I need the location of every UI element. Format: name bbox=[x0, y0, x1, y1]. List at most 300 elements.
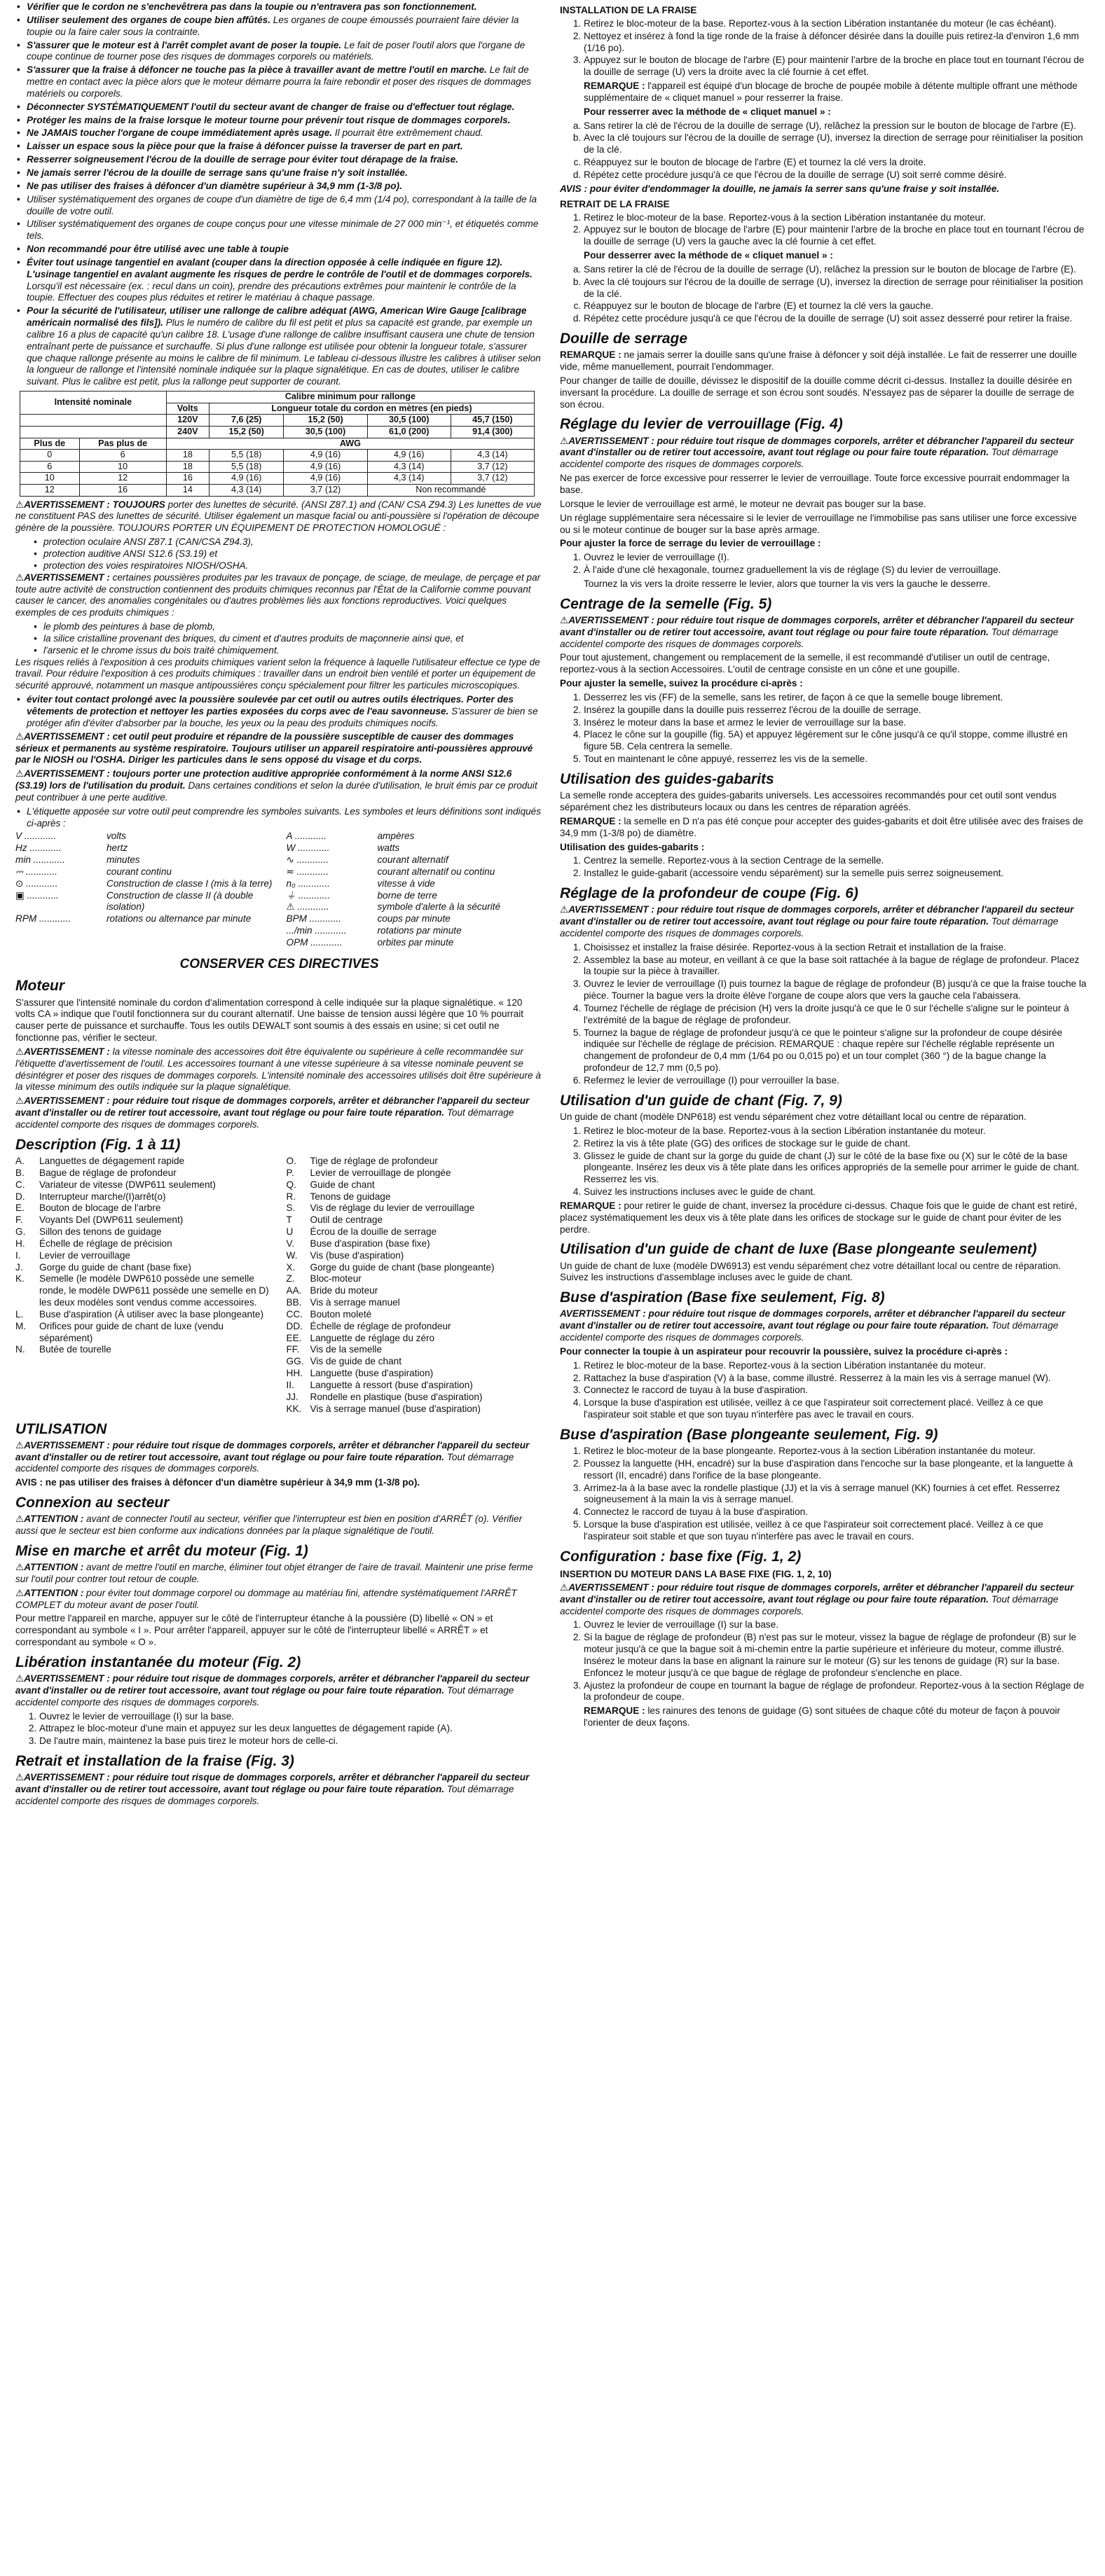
table-volt-cell: 120V bbox=[166, 415, 209, 427]
moteur-text: S'assurer que l'intensité nominale du cordon d'alimentation correspond à celle indiquée sur la plaque signalétique. « 120 volts CA » indique que l'outil fonctionnera sur du courant alternatif. Une baisse de tension aussi légère que 10 % pourrait causer perte de puissance et surchauffe. Tous les outils DEWALT sont soumis à des essais en usine; si cet outil ne fonctionne pas, vérifier le secteur. bbox=[15, 997, 524, 1044]
safety-bullet bbox=[15, 305, 543, 388]
part-letter: Z. bbox=[286, 1273, 295, 1284]
centrage-ajuster: Pour ajuster la semelle, suivez la procédure ci-après : bbox=[560, 678, 803, 689]
step-item: 1. Ouvrez le levier de verrouillage (I). bbox=[584, 552, 1087, 564]
warning-triangle-icon: ⚠ bbox=[15, 730, 25, 742]
step-item: 2. Nettoyez et insérez à fond la tige ronde de la fraise à défoncer désirée dans la douille puis retirez-la d'environ 1,6 mm (1/16 po). bbox=[584, 31, 1087, 55]
symbol-meaning: volts bbox=[107, 831, 126, 842]
part-label: Butée de tourelle bbox=[39, 1344, 111, 1355]
part-item bbox=[287, 1380, 544, 1392]
part-letter: C. bbox=[15, 1179, 25, 1190]
list-item: • la silice cristalline provenant des briques, du ciment et d'autres produits de maçonnerie ainsi que, et bbox=[15, 633, 543, 645]
exposure-risk-text: Les risques reliés à l'exposition à ces produits chimiques varient selon la fréquence à laquelle l'utilisateur effectue ce type de travail. Pour réduire l'exposition à ces produits chimiques : travailler dans un endroit bien ventilé et porter un équipement de sécurité approuvé, notamment un masque antipoussières conçu spécialement pour filtrer les particules microscopiques. bbox=[15, 656, 540, 691]
part-label: Vis à serrage manuel bbox=[310, 1297, 400, 1308]
part-item bbox=[287, 1333, 544, 1345]
step-item: 2. Insérez la goupille dans la douille puis resserrez l'écrou de la douille de serrage. bbox=[584, 705, 1087, 716]
table-plus-cell: 0 bbox=[20, 450, 80, 462]
gabarits-util: Utilisation des guides-gabarits : bbox=[560, 841, 705, 852]
table-header-intensite: Intensité nominale bbox=[20, 392, 167, 415]
part-label: Bouton de blocage de l'arbre bbox=[39, 1203, 161, 1214]
resserrer-steps bbox=[560, 120, 1087, 181]
table-awg-cell: 4,3 (14) bbox=[367, 473, 451, 485]
table-header-awg: AWG bbox=[166, 438, 534, 450]
dust-contact-bullet: • éviter tout contact prolongé avec la poussière soulevée par cet outil ou autres outils électriques. Porter des vêtements de protection et nettoyer les parties exposées du corps avec de l'eau savonneuse. S'assurer de bien se protéger afin d'éviter d'absorber par la bouche, les yeux ou la peau des produits chimiques nocifs. bbox=[15, 694, 543, 730]
symbol-glyph: OPM ............ bbox=[286, 937, 343, 948]
chemical-list bbox=[15, 621, 543, 657]
part-letter: R. bbox=[286, 1191, 296, 1202]
safety-bullet-lead: Ne pas utiliser des fraises à défoncer d'un diamètre supérieur à 34,9 mm (1-3/8 po). bbox=[27, 180, 402, 191]
safety-bullet bbox=[15, 40, 543, 64]
warning-dust-chemicals: ⚠AVERTISSEMENT : certaines poussières produites par les travaux de ponçage, de sciage, de meulage, de perçage et par toute autre activité de construction contiennent des produits chimiques reconnus par l'État de la Californie comme pouvant causer le cancer, des anomalies congénitales ou d'autres problèmes liés aux fonctions reproductives. Voici quelques exemples de ces produits chimiques : bbox=[15, 572, 541, 618]
table-awg-cell: 5,5 (18) bbox=[209, 450, 284, 462]
table-awg-cell: 4,9 (16) bbox=[284, 450, 367, 462]
part-item bbox=[287, 1404, 544, 1415]
luxe-text: Un guide de chant de luxe (modèle DW6913) est vendu séparément chez votre détaillant local ou centre de réparation. Suivez les instructions d'assemblage incluses avec le guide de chant. bbox=[560, 1260, 1061, 1283]
table-header-pas: Pas plus de bbox=[79, 438, 166, 450]
warning-triangle-icon: ⚠ bbox=[15, 1095, 25, 1107]
chant-steps bbox=[560, 1126, 1087, 1198]
table-awg-digit: 18 bbox=[166, 450, 209, 462]
symbol-meaning: coups par minute bbox=[377, 913, 451, 925]
part-letter: Q. bbox=[286, 1179, 296, 1190]
part-item bbox=[287, 1309, 544, 1321]
step-item: 5. Tout en maintenant le cône appuyé, resserrez les vis de la semelle. bbox=[584, 754, 1087, 766]
marche-attention-2: ⚠ATTENTION : pour éviter tout dommage corporel ou dommage au matériau fini, attendre systématiquement l'ARRÊT COMPLET du moteur avant de poser l'outil. bbox=[15, 1587, 517, 1610]
step-item: a. Sans retirer la clé de l'écrou de la douille de serrage (U), relâchez la pression sur le bouton de blocage de l'arbre (E). bbox=[584, 120, 1087, 132]
symbol-meaning: vitesse à vide bbox=[377, 878, 435, 889]
step-item: 5. Tournez la bague de réglage de profondeur jusqu'à ce que le pointeur s'aligne sur la profondeur de coupe désirée indiquée sur l'échelle de réglage de précision. REMARQUE : chaque repère sur l'échelle réglable représente un changement de profondeur de 0,4 mm (1/64 po ou 0,015 po) et un tour complet (360 °) de la bague change la profondeur de 12,7 mm (0,5 po). bbox=[584, 1027, 1087, 1074]
section-guide-luxe: Utilisation d'un guide de chant de luxe (Base plongeante seulement) bbox=[560, 1241, 1037, 1258]
table-length-cell: 91,4 (300) bbox=[451, 426, 534, 438]
safety-bullet-detail: Plus le numéro de calibre du fil est petit et plus sa capacité est grande, par exemple un calibre 16 a plus de capacité qu'un calibre 18. L'usage d'une rallonge de calibre insuffisant causera une chute de tension entraînant perte de puissance et surchauffe. Si plus d'une rallonge est utilisée pour obtenir la longueur totale, s'assurer que chaque rallonge présente au moins le calibre de fil minimum. Le tableau ci-dessous illustre les calibres à utiliser selon la longueur de rallonge et l'intensité nominale indiquée sur la plaque signalétique. En cas de doutes, utiliser le calibre suivant. Plus le calibre est petit, plus la rallonge peut supporter de courant. bbox=[27, 317, 541, 387]
table-caption: Calibre minimum pour rallonge bbox=[166, 392, 534, 403]
safety-bullet-lead: Pour la sécurité de l'utilisateur, utiliser une rallonge de calibre adéquat (AWG, American Wire Gauge [calibrage américain normalisé des fils]). bbox=[27, 305, 527, 328]
warning-triangle-icon: ⚠ bbox=[560, 904, 569, 915]
symbol-glyph: ⚠ ............ bbox=[286, 901, 329, 913]
symbol-meaning: orbites par minute bbox=[377, 937, 454, 948]
section-marche-arret: Mise en marche et arrêt du moteur (Fig. 1) bbox=[15, 1542, 308, 1559]
avis-endommager: AVIS : pour éviter d'endommager la douille, ne jamais la serrer sans qu'une fraise y soit installée. bbox=[560, 183, 1000, 194]
table-plus-cell: 6 bbox=[20, 461, 80, 473]
step-item: 1. Retirez le bloc-moteur de la base. Reportez-vous à la section Libération instantanée du moteur. bbox=[584, 1126, 1087, 1137]
gabarits-text: La semelle ronde acceptera des guides-gabarits universels. Les accessoires recommandés pour cet outil sont vendus séparément chez les distributeurs locaux ou dans les centres de réparation agréés. bbox=[560, 790, 1057, 812]
symbol-row bbox=[287, 854, 544, 866]
part-letter: BB. bbox=[286, 1297, 302, 1308]
symbol-row bbox=[287, 831, 544, 843]
step-item: 3. Arrimez-la à la base avec la rondelle plastique (JJ) et la vis à serrage manuel (KK) fournies à cet effet. Resserrez soigneusement à la main la vis à serrage manuel. bbox=[584, 1483, 1087, 1507]
section-guide-chant: Utilisation d'un guide de chant (Fig. 7, 9) bbox=[560, 1092, 842, 1109]
symbol-glyph: BPM ............ bbox=[286, 913, 342, 925]
symbol-glyph: A ............ bbox=[286, 831, 327, 842]
extension-cord-table bbox=[20, 391, 535, 496]
step-item: b. Avec la clé toujours sur l'écrou de la douille de serrage (U), inversez la direction de serrage pour réinitialiser la position de la clé. bbox=[584, 277, 1087, 300]
part-label: Bouton moleté bbox=[310, 1308, 372, 1320]
chant-remarque: REMARQUE : pour retirer le guide de chant, inversez la procédure ci-dessus. Chaque fois que le guide de chant est retiré, placez systématiquement les deux vis à tête plate dans les orifices de stockage sur le guide de chant pour éviter de les perdre. bbox=[560, 1200, 1078, 1235]
step-item: 3. Ajustez la profondeur de coupe en tournant la bague de réglage de profondeur. Reportez-vous à la section Réglage de la profondeur de coupe. bbox=[584, 1680, 1087, 1704]
warning-hearing: ⚠AVERTISSEMENT : toujours porter une protection auditive appropriée conformément à la norme ANSI S12.6 (S3.19) lors de l'utilisation du produit. Dans certaines conditions et selon la durée d'utilisation, le bruit émis par ce produit peut contribuer à une perte auditive. bbox=[15, 768, 537, 803]
step-item: 1. Ouvrez le levier de verrouillage (I) sur la base. bbox=[39, 1711, 543, 1723]
part-label: Échelle de réglage de profondeur bbox=[310, 1320, 451, 1331]
symbol-meaning: hertz bbox=[107, 843, 128, 854]
levier-text-3: Un réglage supplémentaire sera nécessaire si le levier de verrouillage ne l'immobilise pas sans utiliser une force excessive ou si le moteur continue de bouger sur la base après armage. bbox=[560, 512, 1077, 535]
symbol-row bbox=[15, 913, 273, 925]
part-item bbox=[15, 1191, 273, 1203]
symbol-meaning: Construction de classe I (mis à la terre) bbox=[107, 878, 273, 889]
part-label: Bague de réglage de profondeur bbox=[39, 1167, 177, 1178]
section-utilisation: UTILISATION bbox=[15, 1420, 107, 1437]
part-letter: D. bbox=[15, 1191, 25, 1202]
part-item bbox=[15, 1309, 273, 1321]
part-item bbox=[15, 1168, 273, 1179]
symbol-row bbox=[15, 890, 273, 914]
part-letter: JJ. bbox=[286, 1391, 298, 1402]
table-awg-cell: 4,3 (14) bbox=[451, 450, 534, 462]
step-item: 1. Centrez la semelle. Reportez-vous à la section Centrage de la semelle. bbox=[584, 855, 1087, 867]
section-connexion: Connexion au secteur bbox=[15, 1495, 170, 1511]
levier-text-1: Ne pas exercer de force excessive pour resserrer le levier de verrouillage. Toute force excessive pourrait endommager la base. bbox=[560, 473, 1070, 495]
section-buse-plongeante: Buse d'aspiration (Base plongeante seulement, Fig. 9) bbox=[560, 1426, 938, 1443]
step-item: 2. Si la bague de réglage de profondeur (B) n'est pas sur le moteur, vissez la bague de réglage de profondeur (B) sur le moteur jusqu'à ce que la bague soit à mi-chemin entre la partie supérieure et inférieure du moteur, comme illustré. Insérez le moteur dans la base en alignant la rainure sur le moteur (G) sur les tenons de guidage (R) sur la base. Enfoncez le moteur jusqu'à ce que bague de réglage de profondeur s'enclenche en place. bbox=[584, 1632, 1087, 1679]
buse-fixe-steps bbox=[560, 1360, 1087, 1421]
part-letter: P. bbox=[286, 1167, 294, 1178]
table-blank-cell bbox=[20, 415, 167, 427]
remarque-cliquet: REMARQUE : l'appareil est équipé d'un blocage de broche de poupée mobile à détente multiple offrant une méthode supplémentaire de « cliquet manuel » pour resserrer la fraise. bbox=[584, 81, 1078, 103]
table-header-longueur: Longueur totale du cordon en mètres (en pieds) bbox=[209, 403, 534, 415]
step-item: 1. Retirez le bloc-moteur de la base. Reportez-vous à la section Libération instantanée du moteur. bbox=[584, 212, 1087, 224]
table-awg-cell: 5,5 (18) bbox=[209, 461, 284, 473]
symbol-row bbox=[287, 925, 544, 937]
warning-triangle-icon: ⚠ bbox=[15, 1046, 25, 1057]
generic-warning-9: ⚠AVERTISSEMENT : pour réduire tout risque de dommages corporels, arrêter et débrancher l'appareil du secteur avant d'installer ou de retirer tout accessoire, avant tout réglage ou pour faire toute réparation. Tout démarrage accidentel comporte des risques de dommages corporels. bbox=[560, 1581, 1074, 1616]
step-item: 1. Retirez le bloc-moteur de la base. Reportez-vous à la section Libération instantanée du moteur (le cas échéant). bbox=[584, 18, 1087, 30]
table-length-cell: 15,2 (50) bbox=[284, 415, 367, 427]
step-item: 2. À l'aide d'une clé hexagonale, tournez graduellement la vis de réglage (S) du levier de verrouillage. bbox=[584, 565, 1087, 576]
symbol-row bbox=[15, 866, 273, 878]
warning-triangle-icon: ⚠ bbox=[15, 1514, 25, 1525]
symbol-glyph: RPM ............ bbox=[15, 913, 71, 925]
section-moteur: Moteur bbox=[15, 978, 64, 995]
part-letter: AA. bbox=[286, 1285, 302, 1296]
step-item: 4. Suivez les instructions incluses avec le guide de chant. bbox=[584, 1186, 1087, 1198]
part-letter: FF. bbox=[286, 1344, 300, 1355]
symbol-row bbox=[15, 843, 273, 854]
generic-warning-8: AVERTISSEMENT : pour réduire tout risque de dommages corporels, arrêter et débrancher l'appareil du secteur avant d'installer ou de retirer tout accessoire, avant tout réglage ou pour faire toute réparation. Tout démarrage accidentel comporte des risques de dommages corporels. bbox=[560, 1308, 1066, 1343]
part-letter: V. bbox=[286, 1238, 295, 1249]
generic-warning-5: ⚠AVERTISSEMENT : pour réduire tout risque de dommages corporels, arrêter et débrancher l'appareil du secteur avant d'installer ou de retirer tout accessoire, avant tout réglage ou pour faire toute réparation. Tout démarrage accidentel comporte des risques de dommages corporels. bbox=[560, 435, 1074, 470]
warning-triangle-icon: ⚠ bbox=[15, 572, 25, 583]
centrage-text: Pour tout ajustement, changement ou remplacement de la semelle, il est recommandé d'utiliser un outil de centrage, reportez-vous à la section Accessoires. L'outil de centrage consiste en un cône et une goupille. bbox=[560, 652, 1050, 675]
gabarits-remarque: REMARQUE : la semelle en D n'a pas été conçue pour accepter des guides-gabarits et doit être utilisée avec des fraises de 34,9 mm (1-3/8 po) de diamètre. bbox=[560, 815, 1083, 838]
douille-remarque: REMARQUE : ne jamais serrer la douille sans qu'une fraise à défoncer y soit déjà installée. Le fait de resserrer une douille vide, même manuellement, pourrait l'endommager. bbox=[560, 349, 1077, 373]
part-item bbox=[287, 1179, 544, 1191]
step-item: 4. Lorsque la buse d'aspiration est utilisée, veillez à ce que l'aspirateur soit correctement placé. Veillez à ce que l'aspirateur soit stable et que son tuyau n'interfère pas avec le travail en cours. bbox=[584, 1397, 1087, 1421]
part-label: Tige de réglage de profondeur bbox=[310, 1155, 438, 1166]
part-item bbox=[287, 1392, 544, 1404]
table-length-cell: 45,7 (150) bbox=[451, 415, 534, 427]
section-configuration: Configuration : base fixe (Fig. 1, 2) bbox=[560, 1548, 802, 1565]
table-awg-digit: 16 bbox=[166, 473, 209, 485]
safety-bullet-lead: Utiliser systématiquement des organes de coupe conçus pour une vitesse minimale de 27 000 min⁻¹, et étiquetés comme tels. bbox=[27, 219, 539, 242]
part-label: Écrou de la douille de serrage bbox=[310, 1226, 437, 1238]
safety-bullet bbox=[15, 194, 543, 218]
safety-bullet bbox=[15, 141, 543, 153]
part-label: Outil de centrage bbox=[310, 1214, 383, 1226]
symbol-meaning: Construction de classe II (à double isolation) bbox=[107, 889, 254, 913]
symbol-row bbox=[287, 913, 544, 925]
symbol-meaning: courant alternatif bbox=[377, 854, 448, 866]
step-item: 2. Appuyez sur le bouton de blocage de l'arbre (E) pour maintenir l'arbre de la broche en place tout en tournant l'écrou de la douille de serrage (U) vers la gauche avec la clé fournie à cet effet. bbox=[584, 224, 1087, 248]
part-item bbox=[287, 1168, 544, 1179]
step-item: 3. Glissez le guide de chant sur la gorge du guide de chant (J) sur le côté de la base fixe ou (X) sur le côté de la base plongeante. Insérez les deux vis à tête plate dans les orifices appropriés de la semelle pour arrimer le guide de chant. Resserrez les vis. bbox=[584, 1151, 1087, 1186]
section-profondeur: Réglage de la profondeur de coupe (Fig. 6) bbox=[560, 885, 858, 902]
levier-steps bbox=[560, 552, 1087, 576]
symbol-row bbox=[287, 878, 544, 890]
safety-bullet bbox=[15, 15, 543, 39]
generic-warning-4: ⚠AVERTISSEMENT : pour réduire tout risque de dommages corporels, arrêter et débrancher l'appareil du secteur avant d'installer ou de retirer tout accessoire, avant tout réglage ou pour faire toute réparation. Tout démarrage accidentel comporte des risques de dommages corporels. bbox=[15, 1772, 530, 1806]
part-label: Gorge du guide de chant (base fixe) bbox=[39, 1261, 191, 1273]
symbol-glyph: W ............ bbox=[286, 843, 330, 854]
part-item bbox=[15, 1179, 273, 1191]
step-item: 2. Poussez la languette (HH, encadré) sur la buse d'aspiration dans l'encoche sur la base plongeante, et la languette à ressort (II, encadré) dans l'orifice de la base plongeante. bbox=[584, 1458, 1087, 1482]
part-letter: L. bbox=[15, 1308, 24, 1320]
symbol-row bbox=[287, 890, 544, 902]
part-label: Buse d'aspiration (À utiliser avec la base plongeante) bbox=[39, 1308, 263, 1320]
part-letter: J. bbox=[15, 1261, 23, 1273]
symbol-glyph: ⊙ ............ bbox=[15, 878, 58, 889]
safety-bullet-detail: Les organes de coupe émoussés pourraient faire dévier la toupie ou la faire caler sous la contrainte. bbox=[27, 14, 519, 37]
levier-text-2: Lorsque le levier de verrouillage est armé, le moteur ne devrait pas bouger sur la base. bbox=[560, 498, 926, 509]
buse-plongeante-steps bbox=[560, 1446, 1087, 1543]
table-header-volts: Volts bbox=[166, 403, 209, 415]
parts-description bbox=[15, 1156, 543, 1415]
safety-bullet-lead: S'assurer que la fraise à défoncer ne touche pas la pièce à travailler avant de mettre l'outil en marche. bbox=[27, 64, 487, 76]
warning-triangle-icon: ⚠ bbox=[560, 435, 569, 446]
install-heading: INSTALLATION DE LA FRAISE bbox=[560, 5, 697, 15]
table-awg-cell: 4,9 (16) bbox=[284, 473, 367, 485]
warning-triangle-icon: ⚠ bbox=[15, 499, 25, 510]
part-label: Languette de réglage du zéro bbox=[310, 1332, 435, 1343]
part-letter: II. bbox=[286, 1380, 294, 1390]
part-label: Rondelle en plastique (buse d'aspiration) bbox=[310, 1391, 483, 1402]
gabarits-steps bbox=[560, 855, 1087, 880]
table-awg-digit: 14 bbox=[166, 485, 209, 497]
safety-bullet-detail: Le fait de poser l'outil alors que l'organe de coupe continue de tourner pose des risques de dommages corporels ou matériels. bbox=[27, 39, 526, 62]
part-label: Tenons de guidage bbox=[310, 1191, 391, 1202]
symbol-meaning: ampères bbox=[377, 831, 415, 842]
part-item bbox=[287, 1321, 544, 1333]
section-buse-fixe: Buse d'aspiration (Base fixe seulement, Fig. 8) bbox=[560, 1289, 885, 1306]
avis-fraises: AVIS : ne pas utiliser des fraises à défoncer d'un diamètre supérieur à 34,9 mm (1-3/8 po). bbox=[15, 1477, 420, 1488]
symbol-row bbox=[287, 866, 544, 878]
safety-bullet bbox=[15, 219, 543, 242]
part-label: Levier de verrouillage bbox=[39, 1249, 130, 1261]
part-label: Variateur de vitesse (DWP611 seulement) bbox=[39, 1179, 216, 1190]
safety-bullet-detail: Il pourrait être extrêmement chaud. bbox=[334, 127, 483, 139]
step-item: 2. Rattachez la buse d'aspiration (V) à la base, comme illustré. Resserrez à la main les vis à serrage manuel (W). bbox=[584, 1373, 1087, 1385]
step-item: 2. Installez le guide-gabarit (accessoire vendu séparément) sur la semelle puis serrez soigneusement. bbox=[584, 868, 1087, 880]
part-item bbox=[15, 1262, 273, 1274]
step-item: 1. Retirez le bloc-moteur de la base plongeante. Reportez-vous à la section Libération instantanée du moteur. bbox=[584, 1446, 1087, 1457]
install-steps bbox=[560, 18, 1087, 78]
table-awg-cell: 4,3 (14) bbox=[209, 485, 284, 497]
table-length-cell: 30,5 (100) bbox=[284, 426, 367, 438]
table-awg-cell: 3,7 (12) bbox=[451, 473, 534, 485]
part-item bbox=[15, 1226, 273, 1238]
safety-bullet bbox=[15, 64, 543, 100]
insertion-remarque: REMARQUE : les rainures des tenons de guidage (G) sont situées de chaque côté du moteur de façon à pouvoir l'orienter de deux façons. bbox=[584, 1705, 1061, 1729]
safety-bullet bbox=[15, 257, 543, 304]
part-letter: HH. bbox=[286, 1368, 303, 1379]
symbol-glyph: .../min ............ bbox=[286, 925, 347, 936]
generic-warning-1: ⚠AVERTISSEMENT : pour réduire tout risque de dommages corporels, arrêter et débrancher l'appareil du secteur avant d'installer ou de retirer tout accessoire, avant tout réglage ou pour faire toute réparation. Tout démarrage accidentel comporte des risques de dommages corporels. bbox=[15, 1095, 530, 1130]
table-plus-cell: 10 bbox=[20, 473, 80, 485]
right-column bbox=[560, 1, 1087, 2576]
part-letter: N. bbox=[15, 1344, 25, 1355]
symbol-meaning: symbole d'alerte à la sécurité bbox=[377, 901, 501, 913]
step-item: 3. Insérez le moteur dans la base et armez le levier de verrouillage sur la base. bbox=[584, 717, 1087, 729]
liberation-steps bbox=[15, 1711, 543, 1748]
step-item: 2. Retirez la vis à tête plate (GG) des orifices de stockage sur le guide de chant. bbox=[584, 1138, 1087, 1150]
part-letter: A. bbox=[15, 1155, 25, 1166]
symbol-meaning: watts bbox=[377, 843, 400, 854]
section-gabarits: Utilisation des guides-gabarits bbox=[560, 770, 774, 787]
section-centrage: Centrage de la semelle (Fig. 5) bbox=[560, 595, 772, 612]
list-item: • protection oculaire ANSI Z87.1 (CAN/CSA Z94.3), bbox=[15, 536, 543, 548]
symbol-glyph: Hz ............ bbox=[15, 843, 62, 854]
part-label: Languette (buse d'aspiration) bbox=[310, 1368, 434, 1379]
symbol-glyph: ∿ ............ bbox=[286, 854, 329, 866]
part-item bbox=[287, 1297, 544, 1309]
step-item: 1. Retirez le bloc-moteur de la base. Reportez-vous à la section Libération instantanée du moteur. bbox=[584, 1360, 1087, 1372]
section-retrait-installation: Retrait et installation de la fraise (Fig. 3) bbox=[15, 1753, 294, 1770]
list-item: • l'arsenic et le chrome issus du bois traité chimiquement. bbox=[15, 645, 543, 657]
step-item: 2. Assemblez la base au moteur, en veillant à ce que la base soit rattachée à la bague de réglage de profondeur. Placez la toupie sur la pièce à travailler. bbox=[584, 955, 1087, 978]
warning-triangle-icon: ⚠ bbox=[15, 1587, 25, 1598]
symbol-glyph: ▣ ............ bbox=[15, 889, 59, 901]
generic-warning-6: ⚠AVERTISSEMENT : pour réduire tout risque de dommages corporels, arrêter et débrancher l'appareil du secteur avant d'installer ou de retirer tout accessoire, avant tout réglage ou pour faire toute réparation. Tout démarrage accidentel comporte des risques de dommages corporels. bbox=[560, 614, 1074, 649]
step-item: 5. Lorsque la buse d'aspiration est utilisée, veillez à ce que l'aspirateur soit correctement placé. Veillez à ce que l'aspirateur soit stable et que son tuyau n'interfère pas avec le travail en cours. bbox=[584, 1519, 1087, 1543]
part-label: Semelle (le modèle DWP610 possède une semelle ronde, le modèle DWP611 possède une semelle en D) les deux modèles sont vendus comme accessoires. bbox=[39, 1273, 269, 1308]
symbol-row bbox=[15, 831, 273, 843]
part-label: Vis à serrage manuel (buse d'aspiration) bbox=[310, 1403, 481, 1414]
part-item bbox=[15, 1250, 273, 1262]
table-length-cell: 15,2 (50) bbox=[209, 426, 284, 438]
safety-bullet-lead: Utiliser seulement des organes de coupe bien affûtés. bbox=[27, 14, 271, 25]
part-letter: H. bbox=[15, 1238, 25, 1249]
safety-bullet-lead: Ne JAMAIS toucher l'organe de coupe immédiatement après usage. bbox=[27, 127, 333, 139]
step-item: 3. De l'autre main, maintenez la base puis tirez le moteur hors de celle-ci. bbox=[39, 1736, 543, 1747]
part-item bbox=[287, 1250, 544, 1262]
table-volt-cell: 240V bbox=[166, 426, 209, 438]
part-item bbox=[287, 1344, 544, 1356]
warning-triangle-icon: ⚠ bbox=[15, 1673, 25, 1684]
insertion-heading: INSERTION DU MOTEUR DANS LA BASE FIXE (FIG. 1, 2, 10) bbox=[560, 1569, 832, 1579]
part-label: Vis de guide de chant bbox=[310, 1356, 402, 1367]
table-pas-cell: 10 bbox=[79, 461, 166, 473]
part-letter: EE. bbox=[286, 1332, 302, 1343]
table-plus-cell: 12 bbox=[20, 485, 80, 497]
connexion-attention: ⚠ATTENTION : avant de connecter l'outil au secteur, vérifier que l'interrupteur est bien en position d'ARRÊT (o). Vérifier aussi que le secteur est bien conforme aux indications données par la plaque signalétique de l'outil. bbox=[15, 1514, 523, 1537]
safety-bullet bbox=[15, 244, 543, 256]
part-letter: W. bbox=[286, 1249, 298, 1261]
step-item: a. Sans retirer la clé de l'écrou de la douille de serrage (U), relâchez la pression sur le bouton de blocage de l'arbre (E). bbox=[584, 264, 1087, 276]
protection-list bbox=[15, 536, 543, 572]
part-letter: KK. bbox=[286, 1403, 302, 1414]
safety-bullet bbox=[15, 127, 543, 139]
moteur-warning: ⚠AVERTISSEMENT : la vitesse nominale des accessoires doit être équivalente ou supérieure à celle recommandée sur l'étiquette d'avertissement de l'outil. Les accessoires tournant à une vitesse supérieure à sa vitesse nominale peuvent se désintégrer et poser des risques de dommages corporels. L'intensité nominale des accessoires utilisés doit être supérieure à la vitesse minimum des outils indiquée sur la plaque signalétique. bbox=[15, 1046, 541, 1093]
part-letter: U bbox=[286, 1226, 294, 1238]
safety-bullet-lead: Utiliser systématiquement des organes de coupe d'un diamètre de tige de 6,4 mm (1/4 po), correspondant à la taille de la douille de votre outil. bbox=[27, 193, 537, 216]
table-awg-cell: 4,9 (16) bbox=[284, 461, 367, 473]
part-label: Vis de réglage du levier de verrouillage bbox=[310, 1203, 475, 1214]
symbol-row bbox=[15, 854, 273, 866]
part-letter: M. bbox=[15, 1320, 27, 1331]
table-length-cell: 30,5 (100) bbox=[367, 415, 451, 427]
centrage-steps bbox=[560, 692, 1087, 766]
symbol-row bbox=[287, 901, 544, 913]
part-label: Languettes de dégagement rapide bbox=[39, 1155, 185, 1166]
step-item: 1. Desserrez les vis (FF) de la semelle, sans les retirer, de façon à ce que la semelle bouge librement. bbox=[584, 692, 1087, 704]
buse-connecter: Pour connecter la toupie à un aspirateur pour recouvrir la poussière, suivez la procédure ci-après : bbox=[560, 1345, 1008, 1357]
part-letter: B. bbox=[15, 1167, 25, 1178]
part-item bbox=[287, 1356, 544, 1368]
part-label: Interrupteur marche/(I)arrêt(o) bbox=[39, 1191, 166, 1202]
step-item: 6. Refermez le levier de verrouillage (I) pour verrouiller la base. bbox=[584, 1075, 1087, 1087]
part-label: Vis de la semelle bbox=[310, 1344, 383, 1355]
step-item: 1. Ouvrez le levier de verrouillage (I) sur la base. bbox=[584, 1619, 1087, 1631]
symbol-glyph: min ............ bbox=[15, 854, 66, 866]
part-letter: CC. bbox=[286, 1308, 303, 1320]
step-item: b. Avec la clé toujours sur l'écrou de la douille de serrage (U), inversez la direction de serrage pour réinitialiser la position de la clé. bbox=[584, 132, 1087, 156]
marche-text: Pour mettre l'appareil en marche, appuyer sur le côté de l'interrupteur étanche à la poussière (D) libellé « ON » et correspondant au symbole « I ». Pour arrêter l'appareil, appuyer sur le côté de l'interrupteur libellé « ARRÊT » et correspondant au symbole « O ». bbox=[15, 1613, 493, 1648]
part-item bbox=[287, 1262, 544, 1274]
part-label: Buse d'aspiration (base fixe) bbox=[310, 1238, 430, 1249]
table-pas-cell: 16 bbox=[79, 485, 166, 497]
part-item bbox=[287, 1203, 544, 1214]
part-letter: F. bbox=[15, 1214, 23, 1226]
levier-tourner: Tournez la vis vers la droite resserre le levier, alors que tourner la vis vers la gauche le desserre. bbox=[584, 578, 991, 589]
table-awg-cell: 3,7 (12) bbox=[451, 461, 534, 473]
safety-bullet-detail: Le fait de mettre en contact avec la pièce alors que le moteur démarre pourra la faire rebondir et poser des risques de dommages matériels ou corporels. bbox=[27, 64, 532, 99]
part-label: Orifices pour guide de chant de luxe (vendu séparément) bbox=[39, 1320, 224, 1343]
part-label: Gorge du guide de chant (base plongeante) bbox=[310, 1261, 495, 1273]
marche-attention-1: ⚠ATTENTION : avant de mettre l'outil en marche, éliminer tout objet étranger de l'aire de travail. Maintenir une prise ferme sur l'outil pour contrer tout retour de couple. bbox=[15, 1562, 533, 1584]
warning-triangle-icon: ⚠ bbox=[15, 1772, 25, 1783]
generic-warning-7: ⚠AVERTISSEMENT : pour réduire tout risque de dommages corporels, arrêter et débrancher l'appareil du secteur avant d'installer ou de retirer tout accessoire, avant tout réglage ou pour faire toute réparation. Tout démarrage accidentel comporte des risques de dommages corporels. bbox=[560, 904, 1074, 939]
table-awg-cell: 4,9 (16) bbox=[209, 473, 284, 485]
profondeur-steps bbox=[560, 942, 1087, 1087]
part-item bbox=[287, 1285, 544, 1297]
part-label: Vis (buse d'aspiration) bbox=[310, 1249, 404, 1261]
table-awg-cell: Non recommandé bbox=[367, 485, 534, 497]
warning-safety-glasses: ⚠AVERTISSEMENT : TOUJOURS porter des lunettes de sécurité. (ANSI Z87.1) and (CAN/ CSA Z94.3) Les lunettes de vue ne constituent PAS des lunettes de sécurité. Utiliser également un masque facial ou anti-poussière si l'opération de découpe génère de la poussière. TOUJOURS PORTER UN ÉQUIPEMENT DE PROTECTION HOMOLOGUÉ : bbox=[15, 499, 542, 534]
desserrer-heading: Pour desserrer avec la méthode de « cliquet manuel » : bbox=[584, 250, 833, 261]
symbol-glyph: ≂ ............ bbox=[286, 866, 329, 877]
symbol-row bbox=[287, 937, 544, 949]
safety-bullet-lead: Laisser un espace sous la pièce pour que la fraise à défoncer puisse la traverser de part en part. bbox=[27, 141, 463, 152]
step-item: d. Répétez cette procédure jusqu'à ce que l'écrou de la douille de serrage (U) soit assez desserré pour retirer la fraise. bbox=[584, 313, 1087, 325]
part-letter: K. bbox=[15, 1273, 25, 1284]
generic-warning-3: ⚠AVERTISSEMENT : pour réduire tout risque de dommages corporels, arrêter et débrancher l'appareil du secteur avant d'installer ou de retirer tout accessoire, avant tout réglage ou pour faire toute réparation. Tout démarrage accidentel comporte des risques de dommages corporels. bbox=[15, 1673, 530, 1708]
desserrer-steps bbox=[560, 264, 1087, 325]
part-item bbox=[287, 1214, 544, 1226]
step-item: 4. Connectez le raccord de tuyau à la buse d'aspiration. bbox=[584, 1507, 1087, 1518]
part-item bbox=[15, 1203, 273, 1214]
safety-bullet-lead: Resserrer soigneusement l'écrou de la douille de serrage pour éviter tout dérapage de la fraise. bbox=[27, 154, 458, 165]
step-item: 4. Tournez l'échelle de réglage de précision (H) vers la droite jusqu'à ce que le 0 sur l'échelle s'aligne sur le pointeur à l'extrémité de la bague de réglage de profondeur. bbox=[584, 1003, 1087, 1027]
part-letter: O. bbox=[286, 1155, 296, 1166]
part-item bbox=[15, 1156, 273, 1168]
